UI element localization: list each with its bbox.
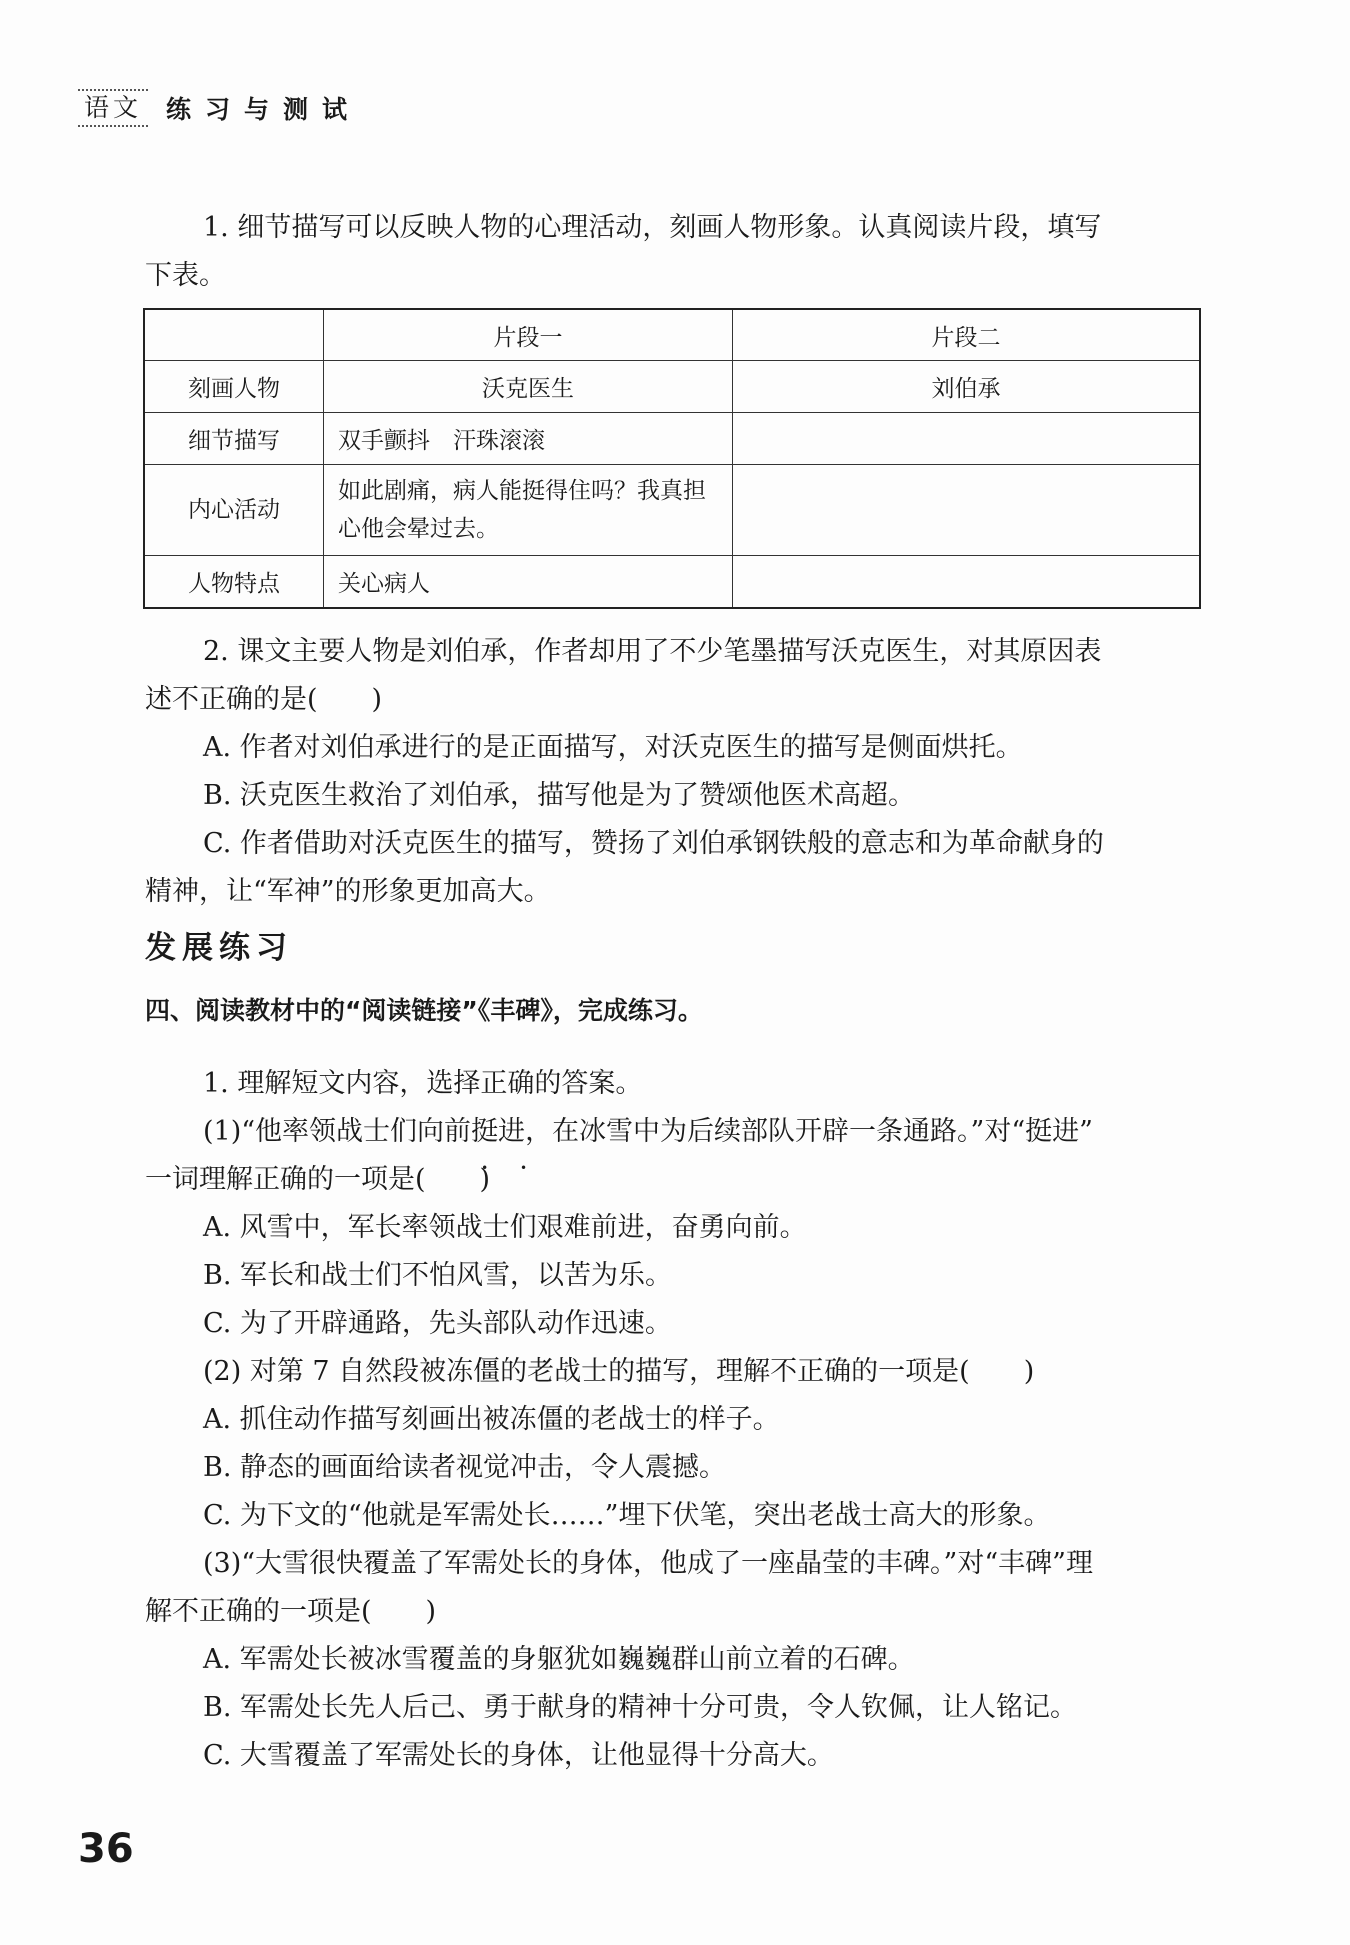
q4-s2-option-c: C. 为下文的“他就是军需处长……”埋下伏笔，突出老战士高大的形象。	[203, 1500, 1051, 1531]
q4-s1-option-a: A. 风雪中，军长率领战士们艰难前进，奋勇向前。	[203, 1212, 807, 1243]
q2-option-a: A. 作者对刘伯承进行的是正面描写，对沃克医生的描写是侧面烘托。	[203, 732, 1023, 763]
table-row	[144, 556, 1200, 609]
q4-s1-line1-pre: (1)“他率领战士们向前	[203, 1116, 472, 1147]
q2-line2[interactable]: 述不正确的是( )	[145, 684, 383, 715]
section-title: 发展练习	[145, 930, 293, 966]
cell-fragment2-blank[interactable]	[733, 465, 1201, 556]
q2-line1: 2. 课文主要人物是刘伯承，作者却用了不少笔墨描写沃克医生，对其原因表	[203, 636, 1102, 667]
table-row	[144, 465, 1200, 556]
table-header-row	[144, 309, 1200, 361]
q4-s3-option-c: C. 大雪覆盖了军需处长的身体，让他显得十分高大。	[203, 1740, 834, 1771]
table-header-col2: 片段二	[733, 309, 1201, 361]
table-header-col1: 片段一	[324, 309, 733, 361]
page-number: 36	[78, 1826, 134, 1872]
subject-label: 语文	[78, 89, 148, 127]
table-row	[144, 413, 1200, 465]
q4-s2-line1[interactable]: (2) 对第 7 自然段被冻僵的老战士的描写，理解不正确的一项是( )	[203, 1356, 1035, 1387]
q4-s3-line1: (3)“大雪很快覆盖了军需处长的身体，他成了一座晶莹的丰碑。”对“丰碑”理	[203, 1548, 1093, 1579]
q4-s2-option-a: A. 抓住动作描写刻画出被冻僵的老战士的样子。	[203, 1404, 780, 1435]
q4-s1-line1-post: ，在冰雪中为后续部队开辟一条通路。”对“挺进”	[525, 1116, 1093, 1147]
q4-s3-line2[interactable]: 解不正确的一项是( )	[145, 1596, 437, 1627]
cell-fragment1: 如此剧痛，病人能挺得住吗？我真担心他会晕过去。	[324, 465, 733, 556]
row-label: 人物特点	[144, 556, 324, 609]
emphasis-dotted-word: 挺进 • •	[471, 1116, 525, 1147]
cell-fragment2: 刘伯承	[733, 361, 1201, 413]
q4-s1-line1	[203, 1108, 1263, 1156]
page-header	[78, 86, 361, 130]
q1-line1: 1. 细节描写可以反映人物的心理活动，刻画人物形象。认真阅读片段，填写	[203, 212, 1102, 243]
cell-fragment1: 沃克医生	[324, 361, 733, 413]
book-title: 练习与测试	[166, 95, 362, 124]
q2-option-c-line2: 精神，让“军神”的形象更加高大。	[145, 876, 551, 907]
q4-title: 四、阅读教材中的“阅读链接”《丰碑》，完成练习。	[145, 996, 703, 1025]
q4-s3-option-b: B. 军需处长先人后己、勇于献身的精神十分可贵，令人钦佩，让人铭记。	[203, 1692, 1078, 1723]
q4-s1-line2[interactable]: 一词理解正确的一项是( )	[145, 1164, 491, 1195]
cell-fragment1: 双手颤抖 汗珠滚滚	[324, 413, 733, 465]
row-label: 刻画人物	[144, 361, 324, 413]
q2-option-c-line1: C. 作者借助对沃克医生的描写，赞扬了刘伯承钢铁般的意志和为革命献身的	[203, 828, 1104, 859]
row-label: 内心活动	[144, 465, 324, 556]
cell-fragment1: 关心病人	[324, 556, 733, 609]
q1-line2: 下表。	[145, 260, 226, 291]
q4-s2-option-b: B. 静态的画面给读者视觉冲击，令人震撼。	[203, 1452, 727, 1483]
q4-s1-option-c: C. 为了开辟通路，先头部队动作迅速。	[203, 1308, 672, 1339]
q4-intro: 1. 理解短文内容，选择正确的答案。	[203, 1068, 643, 1099]
row-label: 细节描写	[144, 413, 324, 465]
detail-table	[143, 308, 1201, 609]
cell-fragment2-blank[interactable]	[733, 556, 1201, 609]
table-corner-cell	[144, 309, 324, 361]
cell-fragment2-blank[interactable]	[733, 413, 1201, 465]
q4-s1-option-b: B. 军长和战士们不怕风雪，以苦为乐。	[203, 1260, 673, 1291]
table-row	[144, 361, 1200, 413]
q2-option-b: B. 沃克医生救治了刘伯承，描写他是为了赞颂他医术高超。	[203, 780, 916, 811]
q4-s3-option-a: A. 军需处长被冰雪覆盖的身躯犹如巍巍群山前立着的石碑。	[203, 1644, 915, 1675]
